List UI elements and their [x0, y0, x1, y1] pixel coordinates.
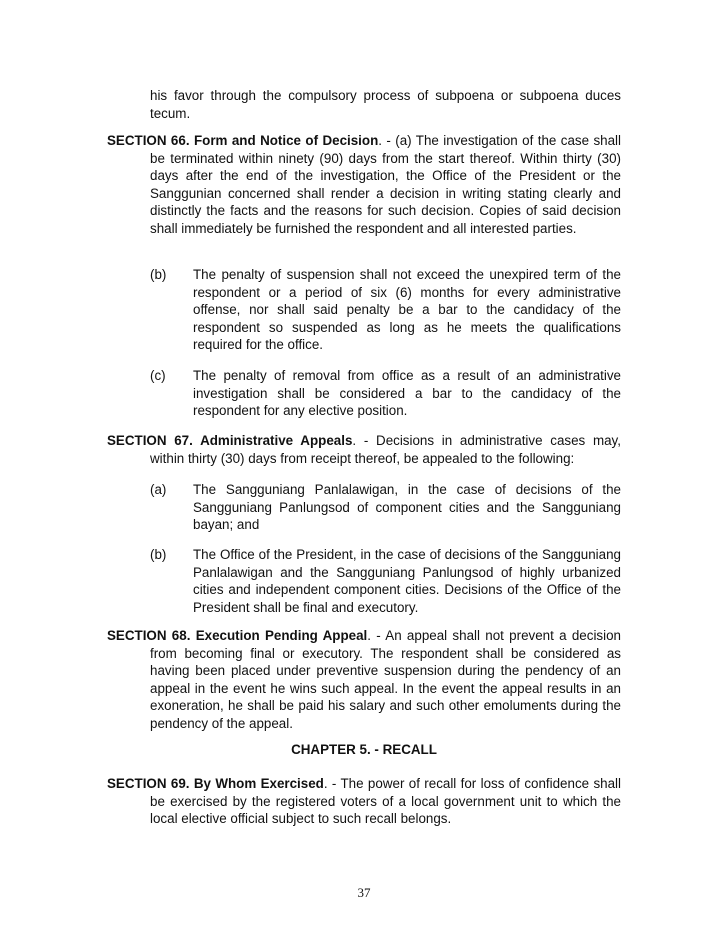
section-66-paragraph	[107, 132, 621, 238]
page-number: 37	[357, 885, 371, 900]
section-68-heading: SECTION 68. Execution Pending Appeal	[107, 628, 368, 643]
section-68-paragraph	[107, 627, 621, 733]
item-label: (b)	[150, 267, 167, 282]
section-66-item-b	[150, 266, 621, 354]
item-label: (b)	[150, 547, 167, 562]
item-label: (a)	[150, 482, 167, 497]
section-69-paragraph	[107, 775, 621, 828]
continuation-paragraph: his favor through the compulsory process of subpoena or subpoena duces tecum.	[150, 88, 621, 121]
section-69-heading: SECTION 69. By Whom Exercised	[107, 776, 324, 791]
item-text: The Sangguniang Panlalawigan, in the case of decisions of the Sangguniang Panlungsod of component cities and the Sangguniang bayan; and	[193, 482, 621, 533]
section-67	[107, 432, 621, 467]
section-67-item-b	[150, 546, 621, 616]
section-66	[107, 132, 621, 238]
section-69	[107, 775, 621, 828]
section-66-heading: SECTION 66. Form and Notice of Decision	[107, 133, 379, 148]
item-text: The Office of the President, in the case of decisions of the Sangguniang Panlalawigan and the Sangguniang Panlungsod of highly urbanized cities and independent component cities. Decisions of the Office of the President shall be final and executory.	[193, 547, 621, 615]
section-69-text: . - The power of recall for loss of confidence shall be exercised by the registered voters of a local government unit to which the local elective official subject to such recall belongs.	[150, 776, 621, 827]
section-67-item-a	[150, 481, 621, 534]
chapter-heading: CHAPTER 5. - RECALL	[291, 742, 437, 757]
section-67-heading: SECTION 67. Administrative Appeals	[107, 433, 353, 448]
section-67-paragraph	[107, 432, 621, 467]
item-text: The penalty of suspension shall not exceed the unexpired term of the respondent or a period of six (6) months for every administrative offense, nor shall said penalty be a bar to the candidacy of the respondent so suspended as long as he meets the qualifications required for the office.	[193, 267, 621, 353]
section-66-item-c	[150, 367, 621, 420]
section-68	[107, 627, 621, 733]
section-67-text: . - Decisions in administrative cases may, within thirty (30) days from receipt thereof, be appealed to the following:	[150, 433, 621, 466]
item-text: The penalty of removal from office as a result of an administrative investigation shall be considered a bar to the candidacy of the respondent for any elective position.	[193, 368, 621, 419]
section-66-text: . - (a) The investigation of the case shall be terminated within ninety (90) days from the start thereof. Within thirty (30) days after the end of the investigation, the Office of the President or the Sanggunian concerned shall render a decision in writing stating clearly and distinctly the facts and the reasons for such decision. Copies of said decision shall immediately be furnished the respondent and all interested parties.	[150, 133, 621, 236]
section-68-text: . - An appeal shall not prevent a decision from becoming final or executory. The respondent shall be considered as having been placed under preventive suspension during the pendency of an appeal in the event he wins such appeal. In the event the appeal results in an exoneration, he shall be paid his salary and such other emoluments during the pendency of the appeal.	[150, 628, 621, 731]
item-label: (c)	[150, 368, 166, 383]
